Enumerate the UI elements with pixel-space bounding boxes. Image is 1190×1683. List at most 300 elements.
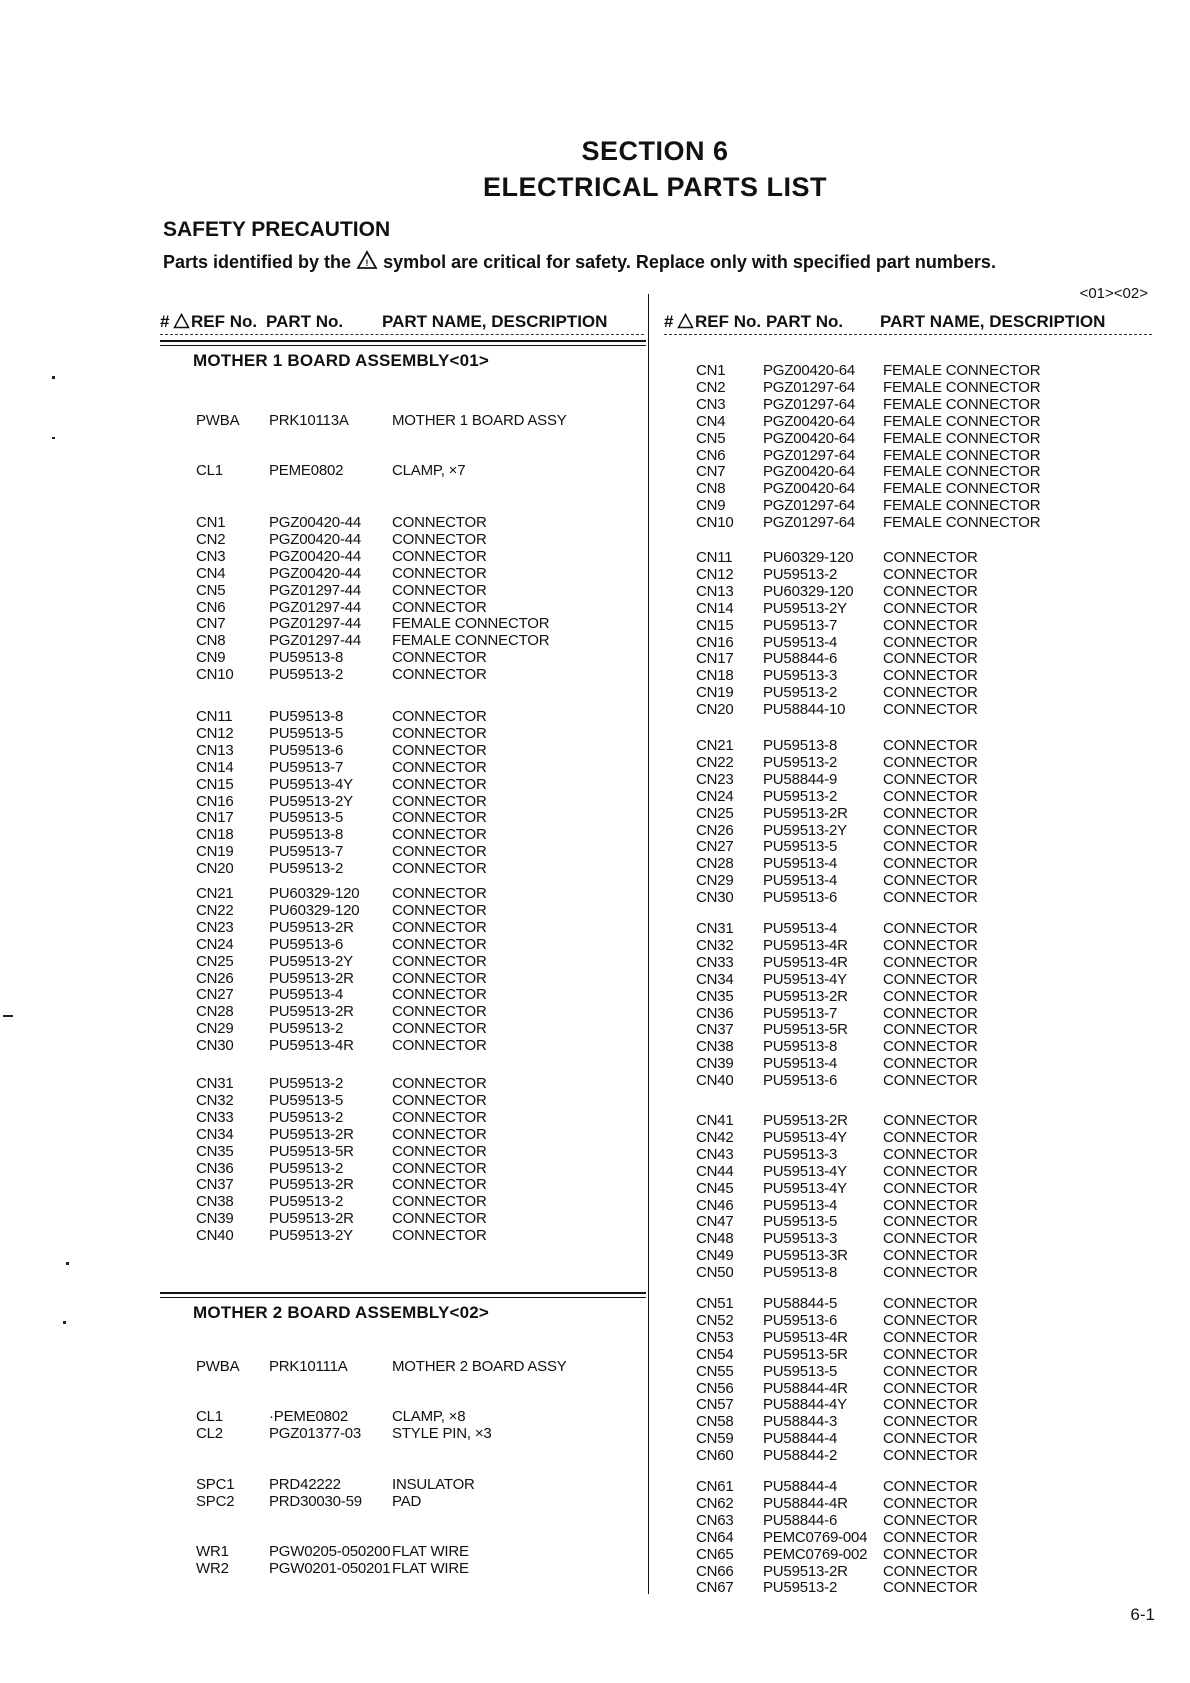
part-no: PGZ01297-64 bbox=[763, 378, 856, 396]
part-description: CONNECTOR bbox=[883, 1004, 978, 1022]
part-no: PGZ00420-64 bbox=[763, 463, 856, 481]
part-no: PU58844-4 bbox=[763, 1478, 838, 1495]
ref-no: CN38 bbox=[696, 1038, 734, 1056]
part-description: CONNECTOR bbox=[883, 1328, 978, 1346]
ref-no: CN37 bbox=[196, 1176, 234, 1194]
part-no: PGZ01377-03 bbox=[269, 1424, 362, 1442]
ref-no: CN62 bbox=[696, 1494, 734, 1512]
part-description: CONNECTOR bbox=[392, 775, 487, 793]
part-no: PU59513-8 bbox=[269, 826, 344, 844]
part-description: CONNECTOR bbox=[883, 1295, 978, 1312]
assembly2-rule bbox=[160, 1292, 646, 1298]
part-no: PGW0201-050201 bbox=[269, 1559, 391, 1577]
part-no: PGZ00420-64 bbox=[763, 480, 856, 498]
part-no: PU59513-8 bbox=[763, 1038, 838, 1056]
ref-no: CN18 bbox=[196, 826, 234, 844]
part-no: PU59513-4R bbox=[763, 1328, 848, 1346]
part-description: CONNECTOR bbox=[392, 1037, 487, 1055]
ref-no: CN10 bbox=[196, 666, 234, 684]
ref-no: CN49 bbox=[696, 1247, 734, 1265]
part-no: PU58844-6 bbox=[763, 1511, 838, 1529]
part-no: PU59513-2 bbox=[269, 1108, 344, 1126]
ref-no: CN36 bbox=[196, 1159, 234, 1177]
part-description: CONNECTOR bbox=[883, 970, 978, 988]
part-description: CONNECTOR bbox=[392, 1020, 487, 1038]
part-no: PU59513-2Y bbox=[269, 792, 353, 810]
part-no: PU58844-4 bbox=[763, 1430, 838, 1448]
part-description: CONNECTOR bbox=[883, 565, 978, 583]
part-description: CONNECTOR bbox=[392, 1075, 487, 1092]
ref-no: CN1 bbox=[196, 514, 226, 531]
part-no: PEMC0769-002 bbox=[763, 1545, 868, 1563]
part-no: PU59513-2 bbox=[269, 1159, 344, 1177]
ref-no: CN30 bbox=[696, 889, 734, 907]
part-no: PU58844-2 bbox=[763, 1447, 838, 1465]
ref-no: CL1 bbox=[196, 462, 223, 479]
column-divider bbox=[648, 294, 649, 1594]
part-no: PU59513-2Y bbox=[269, 952, 353, 970]
ref-no: CN10 bbox=[696, 514, 734, 532]
ref-no: CN2 bbox=[196, 530, 226, 548]
ref-no: CN54 bbox=[696, 1345, 734, 1363]
ref-no: CN52 bbox=[696, 1311, 734, 1329]
part-no: PU58844-4R bbox=[763, 1379, 848, 1397]
part-no: PU59513-2R bbox=[763, 1112, 848, 1129]
part-no-header: PART No. bbox=[266, 312, 344, 331]
ref-no: CN5 bbox=[696, 429, 726, 447]
part-no: PU59513-6 bbox=[763, 889, 838, 907]
ref-no: CN23 bbox=[696, 770, 734, 788]
part-description: CONNECTOR bbox=[392, 1227, 487, 1245]
ref-no: CN29 bbox=[696, 872, 734, 890]
part-description: CONNECTOR bbox=[883, 701, 978, 719]
part-description: CONNECTOR bbox=[392, 1003, 487, 1021]
part-description: CONNECTOR bbox=[392, 1159, 487, 1177]
part-description: CONNECTOR bbox=[883, 1072, 978, 1090]
ref-no: CN65 bbox=[696, 1545, 734, 1563]
ref-no: CN26 bbox=[196, 969, 234, 987]
part-description: MOTHER 2 BOARD ASSY bbox=[392, 1358, 567, 1375]
part-description: CONNECTOR bbox=[392, 1193, 487, 1211]
part-no-header: PART No. bbox=[766, 312, 844, 331]
part-no: PU59513-2 bbox=[269, 1020, 344, 1038]
ref-no: CN36 bbox=[696, 1004, 734, 1022]
part-description: CONNECTOR bbox=[883, 1128, 978, 1146]
ref-no: CN32 bbox=[696, 936, 734, 954]
part-no: PU59513-4 bbox=[763, 855, 838, 873]
section-number: SECTION 6 bbox=[581, 136, 729, 166]
part-description: FEMALE CONNECTOR bbox=[883, 395, 1041, 413]
svg-text:!: ! bbox=[365, 258, 369, 268]
part-description: CONNECTOR bbox=[392, 885, 487, 902]
part-description: CONNECTOR bbox=[392, 860, 487, 878]
part-no: PGZ01297-44 bbox=[269, 615, 362, 633]
part-description: CLAMP, ×7 bbox=[392, 462, 466, 479]
ref-no: WR1 bbox=[196, 1543, 229, 1560]
part-description: CONNECTOR bbox=[883, 582, 978, 600]
part-description: FEMALE CONNECTOR bbox=[883, 446, 1041, 464]
part-no: PU59513-2R bbox=[763, 1562, 848, 1580]
part-no: PU59513-4Y bbox=[763, 1162, 847, 1180]
ref-no: CN8 bbox=[196, 632, 226, 650]
part-no: PU59513-7 bbox=[269, 758, 344, 776]
part-description: FEMALE CONNECTOR bbox=[883, 497, 1041, 515]
part-no: PU59513-4 bbox=[763, 1196, 838, 1214]
part-description: CONNECTOR bbox=[392, 514, 487, 531]
part-description: CONNECTOR bbox=[883, 1247, 978, 1265]
part-no: PU59513-5 bbox=[763, 838, 838, 856]
ref-no: CN45 bbox=[696, 1179, 734, 1197]
ref-no: CN4 bbox=[196, 564, 226, 582]
part-no: PGZ00420-44 bbox=[269, 547, 362, 565]
part-no: PU59513-8 bbox=[763, 1264, 838, 1282]
part-description: CONNECTOR bbox=[392, 1125, 487, 1143]
part-description: CONNECTOR bbox=[883, 804, 978, 822]
assembly1-rule bbox=[160, 340, 646, 346]
part-no: PU60329-120 bbox=[763, 549, 854, 566]
part-description: CONNECTOR bbox=[883, 838, 978, 856]
part-no: PU59513-4 bbox=[763, 1055, 838, 1073]
ref-no: CN17 bbox=[196, 809, 234, 827]
hash-label: # bbox=[664, 312, 674, 331]
part-no: PU59513-4R bbox=[763, 953, 848, 971]
part-no: PGZ01297-64 bbox=[763, 446, 856, 464]
part-description: CONNECTOR bbox=[883, 1545, 978, 1563]
ref-no: CN16 bbox=[196, 792, 234, 810]
ref-no: CL1 bbox=[196, 1408, 223, 1425]
ref-no: WR2 bbox=[196, 1559, 229, 1577]
part-description: CONNECTOR bbox=[883, 1230, 978, 1248]
part-no: PU59513-4Y bbox=[763, 1179, 847, 1197]
part-description: CONNECTOR bbox=[883, 1579, 978, 1597]
part-description: CONNECTOR bbox=[883, 667, 978, 685]
part-description: FLAT WIRE bbox=[392, 1559, 469, 1577]
part-no: PU60329-120 bbox=[763, 582, 854, 600]
part-description: FEMALE CONNECTOR bbox=[883, 378, 1041, 396]
part-no: PGZ01297-44 bbox=[269, 632, 362, 650]
ref-no: CN48 bbox=[696, 1230, 734, 1248]
ref-no-header: REF No. bbox=[695, 312, 762, 331]
part-no: PU59513-2 bbox=[269, 1193, 344, 1211]
ref-no: CN64 bbox=[696, 1528, 734, 1546]
ref-no: CN55 bbox=[696, 1362, 734, 1380]
part-no: PU58844-10 bbox=[763, 701, 846, 719]
ref-no: CN44 bbox=[696, 1162, 734, 1180]
part-no: PGZ01297-64 bbox=[763, 497, 856, 515]
ref-no: CN28 bbox=[696, 855, 734, 873]
part-no: PU58844-9 bbox=[763, 770, 838, 788]
ref-no: CN67 bbox=[696, 1579, 734, 1597]
part-no: PGZ01297-64 bbox=[763, 395, 856, 413]
ref-no: CN13 bbox=[196, 741, 234, 759]
ref-no: CN15 bbox=[196, 775, 234, 793]
ref-no: CN1 bbox=[696, 362, 726, 379]
part-no: PU59513-4 bbox=[763, 633, 838, 651]
page-title: ELECTRICAL PARTS LIST bbox=[482, 172, 827, 202]
ref-no: CN18 bbox=[696, 667, 734, 685]
ref-no: CN30 bbox=[196, 1037, 234, 1055]
part-description: CONNECTOR bbox=[392, 1176, 487, 1194]
part-no: PGZ01297-44 bbox=[269, 581, 362, 599]
ref-no: SPC2 bbox=[196, 1492, 235, 1510]
part-no: PU59513-2R bbox=[269, 1210, 354, 1228]
part-description: CONNECTOR bbox=[883, 787, 978, 805]
description-header: PART NAME, DESCRIPTION bbox=[880, 312, 1106, 331]
part-no: PGZ00420-64 bbox=[763, 429, 856, 447]
part-no: PU59513-4Y bbox=[269, 775, 353, 793]
ref-no: CN27 bbox=[696, 838, 734, 856]
part-description: CONNECTOR bbox=[883, 1494, 978, 1512]
part-no: PU59513-6 bbox=[763, 1072, 838, 1090]
part-no: PU59513-7 bbox=[269, 843, 344, 861]
part-no: PU59513-2 bbox=[269, 1075, 344, 1092]
ref-no: CN16 bbox=[696, 633, 734, 651]
description-header: PART NAME, DESCRIPTION bbox=[382, 312, 608, 331]
part-description: CONNECTOR bbox=[392, 1091, 487, 1109]
ref-no: CN50 bbox=[696, 1264, 734, 1282]
part-no: PU59513-2 bbox=[763, 565, 838, 583]
part-description: CONNECTOR bbox=[392, 935, 487, 953]
part-description: CONNECTOR bbox=[883, 1038, 978, 1056]
part-no: PU59513-2Y bbox=[763, 599, 847, 617]
part-no: PRD30030-59 bbox=[269, 1492, 362, 1510]
ref-no: CN14 bbox=[196, 758, 234, 776]
margin-mark bbox=[3, 1015, 13, 1017]
ref-no: CN61 bbox=[696, 1478, 734, 1495]
ref-no: CN40 bbox=[696, 1072, 734, 1090]
part-description: CONNECTOR bbox=[392, 666, 487, 684]
part-no: PU59513-8 bbox=[763, 737, 838, 754]
part-description: CONNECTOR bbox=[883, 1562, 978, 1580]
part-description: CONNECTOR bbox=[883, 920, 978, 937]
part-no: PU59513-5 bbox=[269, 724, 344, 742]
part-no: PU59513-2R bbox=[269, 969, 354, 987]
part-description: CONNECTOR bbox=[392, 1210, 487, 1228]
part-description: CONNECTOR bbox=[392, 564, 487, 582]
part-no: PU59513-7 bbox=[763, 616, 838, 634]
ref-no: PWBA bbox=[196, 412, 240, 429]
part-no: PU58844-6 bbox=[763, 650, 838, 668]
part-no: PU59513-2 bbox=[763, 753, 838, 771]
part-description: CONNECTOR bbox=[883, 1021, 978, 1039]
part-description: CONNECTOR bbox=[883, 821, 978, 839]
part-no: PU59513-4 bbox=[269, 986, 344, 1004]
part-description: FEMALE CONNECTOR bbox=[883, 480, 1041, 498]
ref-no: CN5 bbox=[196, 581, 226, 599]
part-description: CONNECTOR bbox=[883, 616, 978, 634]
ref-no: CN9 bbox=[196, 649, 226, 667]
part-description: CONNECTOR bbox=[883, 1311, 978, 1329]
part-no: PRK10113A bbox=[269, 412, 349, 429]
part-no: PGW0205-050200 bbox=[269, 1543, 391, 1560]
part-description: CONNECTOR bbox=[392, 918, 487, 936]
part-no: PU59513-5 bbox=[763, 1213, 838, 1231]
part-description: CONNECTOR bbox=[883, 987, 978, 1005]
part-no: PU59513-5 bbox=[269, 1091, 344, 1109]
ref-no: CN12 bbox=[196, 724, 234, 742]
margin-mark bbox=[52, 376, 55, 379]
part-no: PU59513-2R bbox=[269, 918, 354, 936]
part-description: CONNECTOR bbox=[883, 1264, 978, 1282]
ref-no: CN7 bbox=[696, 463, 726, 481]
part-no: PGZ00420-44 bbox=[269, 530, 362, 548]
part-description: CLAMP, ×8 bbox=[392, 1408, 466, 1425]
part-description: CONNECTOR bbox=[392, 1142, 487, 1160]
ref-no: CN21 bbox=[196, 885, 234, 902]
part-description: CONNECTOR bbox=[883, 1145, 978, 1163]
part-description: CONNECTOR bbox=[883, 1430, 978, 1448]
header-rule-left bbox=[160, 334, 644, 335]
part-description: CONNECTOR bbox=[392, 741, 487, 759]
safety-heading: SAFETY PRECAUTION bbox=[163, 218, 391, 241]
part-no: PEME0802 bbox=[269, 462, 344, 479]
ref-no: CN20 bbox=[196, 860, 234, 878]
ref-no: CN22 bbox=[696, 753, 734, 771]
part-description: FEMALE CONNECTOR bbox=[883, 362, 1041, 379]
margin-mark bbox=[63, 1321, 66, 1324]
part-description: CONNECTOR bbox=[392, 598, 487, 616]
part-description: CONNECTOR bbox=[883, 889, 978, 907]
safety-text bbox=[163, 250, 996, 273]
part-no: PGZ00420-64 bbox=[763, 412, 856, 430]
part-description: CONNECTOR bbox=[392, 986, 487, 1004]
ref-no: CN6 bbox=[196, 598, 226, 616]
part-description: CONNECTOR bbox=[392, 1108, 487, 1126]
ref-no: CN19 bbox=[196, 843, 234, 861]
part-no: PU60329-120 bbox=[269, 901, 360, 919]
part-description: CONNECTOR bbox=[883, 1179, 978, 1197]
ref-no: CN35 bbox=[696, 987, 734, 1005]
part-no: PU59513-7 bbox=[763, 1004, 838, 1022]
ref-no: CN37 bbox=[696, 1021, 734, 1039]
ref-no: CN38 bbox=[196, 1193, 234, 1211]
ref-no: CN31 bbox=[196, 1075, 234, 1092]
safety-text-after: symbol are critical for safety. Replace only with specified part numbers. bbox=[383, 252, 996, 272]
part-description: CONNECTOR bbox=[392, 826, 487, 844]
ref-no: CN60 bbox=[696, 1447, 734, 1465]
warning-triangle-icon bbox=[356, 250, 378, 270]
ref-no: CN26 bbox=[696, 821, 734, 839]
ref-no: CN42 bbox=[696, 1128, 734, 1146]
part-description: CONNECTOR bbox=[392, 901, 487, 919]
part-description: CONNECTOR bbox=[883, 1162, 978, 1180]
part-no: PU59513-5 bbox=[269, 809, 344, 827]
ref-no: CN34 bbox=[696, 970, 734, 988]
ref-no: CN21 bbox=[696, 737, 734, 754]
part-no: PGZ00420-44 bbox=[269, 564, 362, 582]
part-description: CONNECTOR bbox=[392, 809, 487, 827]
part-description: CONNECTOR bbox=[883, 855, 978, 873]
part-description: PAD bbox=[392, 1492, 422, 1510]
part-no: PU59513-2R bbox=[269, 1176, 354, 1194]
ref-no: CN14 bbox=[696, 599, 734, 617]
part-description: CONNECTOR bbox=[392, 758, 487, 776]
part-description: FEMALE CONNECTOR bbox=[392, 632, 550, 650]
header-rule-right bbox=[664, 334, 1152, 335]
part-description: CONNECTOR bbox=[392, 843, 487, 861]
ref-no: CN40 bbox=[196, 1227, 234, 1245]
ref-no: CN43 bbox=[696, 1145, 734, 1163]
part-no: PU59513-2 bbox=[763, 1579, 838, 1597]
ref-no: CN11 bbox=[696, 549, 733, 566]
part-description: CONNECTOR bbox=[392, 547, 487, 565]
part-no: PGZ01297-64 bbox=[763, 514, 856, 532]
part-no: PU59513-8 bbox=[269, 649, 344, 667]
ref-no: CN27 bbox=[196, 986, 234, 1004]
part-no: PU59513-3 bbox=[763, 1230, 838, 1248]
ref-no: CN29 bbox=[196, 1020, 234, 1038]
part-description: CONNECTOR bbox=[883, 753, 978, 771]
part-description: CONNECTOR bbox=[883, 599, 978, 617]
part-description: CONNECTOR bbox=[883, 1396, 978, 1414]
ref-no: CN6 bbox=[696, 446, 726, 464]
ref-no: CN25 bbox=[696, 804, 734, 822]
part-description: CONNECTOR bbox=[883, 936, 978, 954]
part-no: PU59513-3 bbox=[763, 667, 838, 685]
ref-no: CN46 bbox=[696, 1196, 734, 1214]
part-no: PU59513-2R bbox=[269, 1003, 354, 1021]
part-no: PU59513-6 bbox=[763, 1311, 838, 1329]
ref-no: CN23 bbox=[196, 918, 234, 936]
part-no: PU59513-5R bbox=[763, 1021, 848, 1039]
part-description: CONNECTOR bbox=[883, 737, 978, 754]
part-description: FEMALE CONNECTOR bbox=[392, 615, 550, 633]
part-no: PU59513-4R bbox=[269, 1037, 354, 1055]
part-description: MOTHER 1 BOARD ASSY bbox=[392, 412, 567, 429]
part-description: CONNECTOR bbox=[392, 581, 487, 599]
part-description: CONNECTOR bbox=[883, 1379, 978, 1397]
ref-no: CN22 bbox=[196, 901, 234, 919]
ref-no: CN8 bbox=[696, 480, 726, 498]
warning-triangle-icon bbox=[677, 313, 694, 329]
ref-no: CN34 bbox=[196, 1125, 234, 1143]
ref-no: CN9 bbox=[696, 497, 726, 515]
part-no: PU59513-4R bbox=[763, 936, 848, 954]
part-description: CONNECTOR bbox=[883, 1478, 978, 1495]
ref-no: CN3 bbox=[196, 547, 226, 565]
part-no: PGZ00420-44 bbox=[269, 514, 362, 531]
part-no: PU59513-5R bbox=[763, 1345, 848, 1363]
part-description: CONNECTOR bbox=[883, 650, 978, 668]
ref-no: CN47 bbox=[696, 1213, 734, 1231]
part-no: PU60329-120 bbox=[269, 885, 360, 902]
part-description: CONNECTOR bbox=[392, 530, 487, 548]
part-description: CONNECTOR bbox=[883, 684, 978, 702]
safety-text-before: Parts identified by the bbox=[163, 252, 352, 272]
ref-no: CN58 bbox=[696, 1413, 734, 1431]
ref-no: CN12 bbox=[696, 565, 734, 583]
part-description: CONNECTOR bbox=[392, 708, 487, 725]
ref-no: CN39 bbox=[696, 1055, 734, 1073]
ref-no: SPC1 bbox=[196, 1476, 235, 1493]
part-no: PU59513-2R bbox=[763, 804, 848, 822]
part-description: CONNECTOR bbox=[883, 633, 978, 651]
ref-no: CN59 bbox=[696, 1430, 734, 1448]
margin-mark bbox=[66, 1262, 69, 1265]
part-description: FEMALE CONNECTOR bbox=[883, 514, 1041, 532]
ref-no: CN41 bbox=[696, 1112, 734, 1129]
part-description: CONNECTOR bbox=[883, 1511, 978, 1529]
ref-no: CN33 bbox=[696, 953, 734, 971]
assembly2-title: MOTHER 2 BOARD ASSEMBLY<02> bbox=[193, 1303, 490, 1322]
part-description: INSULATOR bbox=[392, 1476, 475, 1493]
part-description: CONNECTOR bbox=[883, 872, 978, 890]
part-no: PU59513-2Y bbox=[763, 821, 847, 839]
ref-no: PWBA bbox=[196, 1358, 240, 1375]
part-description: CONNECTOR bbox=[883, 1413, 978, 1431]
ref-no: CN53 bbox=[696, 1328, 734, 1346]
part-no: PU59513-3R bbox=[763, 1247, 848, 1265]
